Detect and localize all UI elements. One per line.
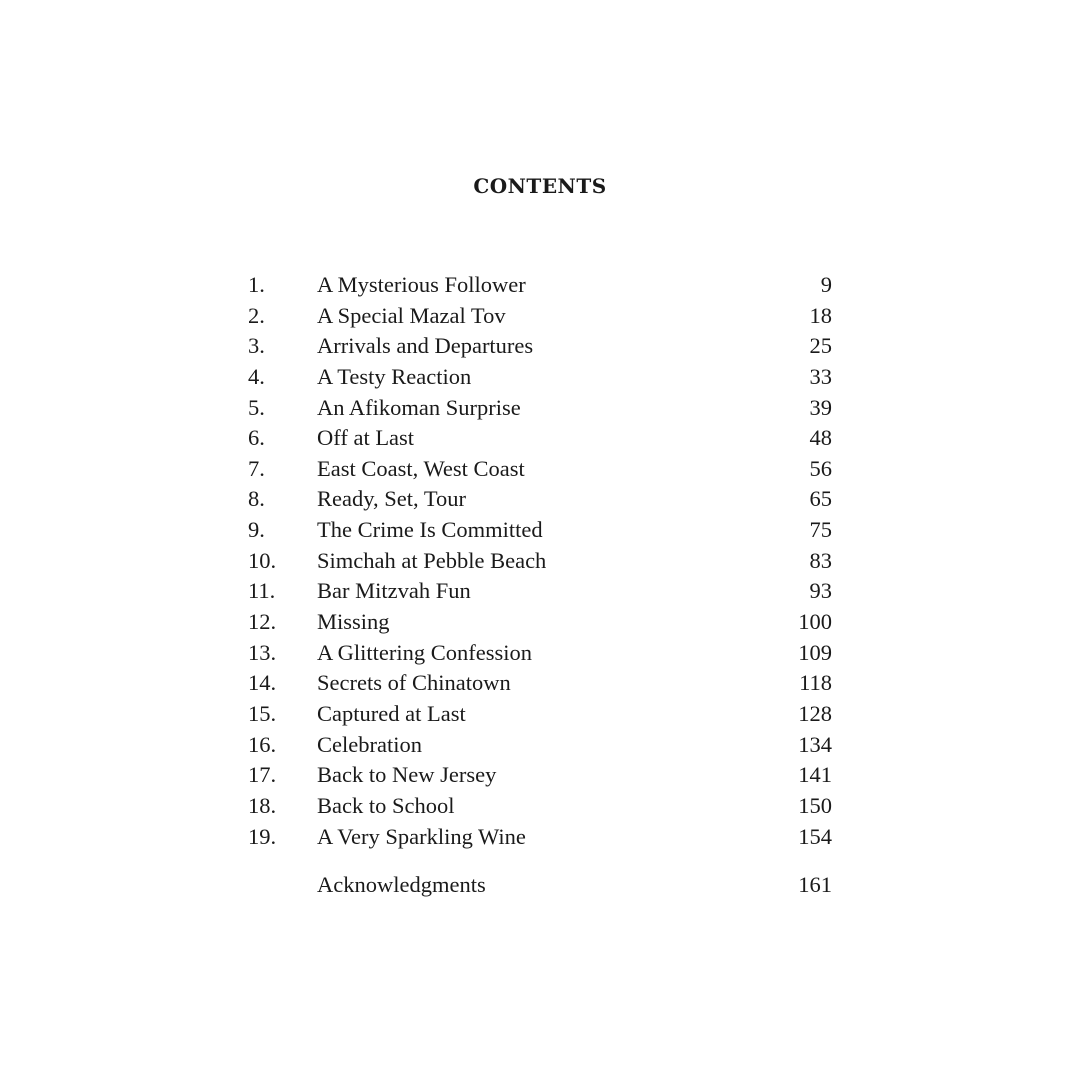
chapter-page-number: 25	[809, 333, 832, 359]
chapter-number: 1.	[248, 272, 265, 297]
chapter-title: Off at Last	[317, 425, 415, 451]
entry-page-number: 161	[798, 872, 832, 898]
chapter-title: Ready, Set, Tour	[317, 486, 467, 512]
chapter-page-number: 33	[809, 363, 832, 389]
chapter-number: 17.	[248, 762, 277, 788]
chapter-title: The Crime Is Committed	[317, 517, 543, 543]
chapter-title: A Mysterious Follower	[317, 272, 526, 297]
chapter-page-number: 100	[798, 609, 832, 635]
chapter-entry	[248, 454, 832, 485]
chapter-title: Back to New Jersey	[317, 762, 497, 788]
chapter-title: A Very Sparkling Wine	[317, 823, 526, 849]
chapter-page-number: 39	[809, 394, 832, 420]
chapter-title: A Glittering Confession	[317, 639, 532, 665]
chapter-entry	[248, 515, 832, 546]
chapter-number: 2.	[248, 302, 265, 328]
chapter-entry	[248, 393, 832, 424]
chapter-page-number: 154	[798, 823, 832, 849]
chapter-entry	[248, 822, 832, 853]
chapter-number: 13.	[248, 639, 277, 665]
chapter-number: 7.	[248, 455, 265, 481]
table-of-contents	[248, 270, 832, 901]
chapter-title: Captured at Last	[317, 700, 466, 726]
chapter-entry	[248, 362, 832, 393]
chapter-page-number: 118	[799, 670, 832, 696]
chapter-page-number: 109	[798, 639, 832, 665]
chapter-number: 18.	[248, 792, 277, 818]
chapter-number: 3.	[248, 333, 265, 359]
chapter-page-number: 134	[798, 731, 832, 757]
chapter-number: 15.	[248, 700, 277, 726]
chapter-entry	[248, 730, 832, 761]
chapter-page-number: 150	[798, 792, 832, 818]
chapter-number: 8.	[248, 486, 265, 512]
chapter-title: Missing	[317, 609, 390, 635]
page-title: CONTENTS	[473, 174, 607, 198]
chapter-title: A Testy Reaction	[317, 363, 472, 389]
chapter-page-number: 9	[820, 272, 832, 297]
chapter-page-number: 18	[809, 302, 832, 328]
chapter-number: 19.	[248, 823, 277, 849]
chapter-entry	[248, 331, 832, 362]
chapter-number: 12.	[248, 609, 277, 635]
chapter-page-number: 141	[798, 762, 832, 788]
chapter-entry	[248, 760, 832, 791]
chapter-entry	[248, 423, 832, 454]
chapter-entry	[248, 607, 832, 638]
chapter-entry	[248, 699, 832, 730]
chapter-entry	[248, 576, 832, 607]
chapter-entry	[248, 301, 832, 332]
entry-title: Acknowledgments	[317, 872, 486, 898]
chapter-title: Back to School	[317, 792, 455, 818]
chapter-page-number: 56	[809, 455, 832, 481]
chapter-number: 5.	[248, 394, 265, 420]
chapter-title: East Coast, West Coast	[317, 455, 525, 481]
back-matter-entry	[248, 870, 832, 901]
chapter-number: 10.	[248, 547, 277, 573]
chapter-number: 6.	[248, 425, 265, 451]
chapter-title: Arrivals and Departures	[317, 333, 534, 359]
chapter-entry	[248, 270, 832, 301]
chapter-number: 16.	[248, 731, 277, 757]
chapter-page-number: 75	[809, 517, 832, 543]
chapter-entry	[248, 668, 832, 699]
chapter-title: An Afikoman Surprise	[317, 394, 521, 420]
chapter-entry	[248, 791, 832, 822]
chapter-number: 14.	[248, 670, 277, 696]
chapter-title: Celebration	[317, 731, 422, 757]
chapter-number: 4.	[248, 363, 265, 389]
chapter-entry	[248, 638, 832, 669]
chapter-page-number: 83	[809, 547, 832, 573]
chapter-page-number: 128	[798, 700, 832, 726]
chapter-page-number: 48	[809, 425, 832, 451]
chapter-number: 11.	[248, 578, 276, 604]
chapter-title: A Special Mazal Tov	[317, 302, 506, 328]
chapter-title: Bar Mitzvah Fun	[317, 578, 471, 604]
chapter-number: 9.	[248, 517, 265, 543]
chapter-entry	[248, 484, 832, 515]
chapter-title: Secrets of Chinatown	[317, 670, 511, 696]
section-gap	[248, 852, 832, 870]
chapter-page-number: 65	[809, 486, 832, 512]
chapter-title: Simchah at Pebble Beach	[317, 547, 547, 573]
chapter-list	[248, 270, 832, 852]
chapter-page-number: 93	[809, 578, 832, 604]
chapter-entry	[248, 546, 832, 577]
